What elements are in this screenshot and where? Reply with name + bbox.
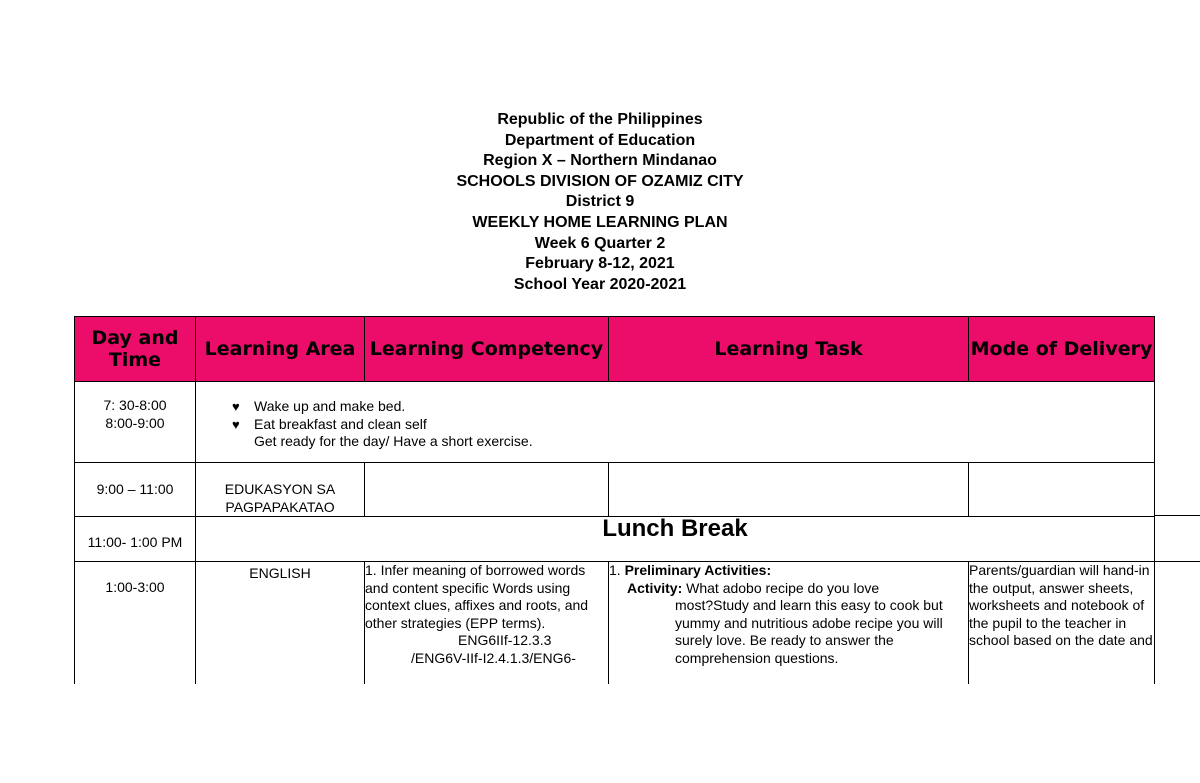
- routine-item-text: Eat breakfast and clean self: [254, 415, 427, 432]
- table-header-row: [75, 317, 1155, 382]
- header-line: Region X – Northern Mindanao: [483, 152, 717, 170]
- header-line: Department of Education: [504, 131, 696, 149]
- activity-text-rest: most?Study and learn this easy to cook but yummy and nutritious adobe recipe you will surely love. Be ready to answer the comprehension questions.: [675, 597, 943, 666]
- learning-plan-table: [74, 316, 1155, 684]
- mode-cell: [969, 562, 1155, 685]
- col-header-competency: Learning Competency: [365, 317, 609, 382]
- header-line: School Year 2020-2021: [513, 275, 687, 293]
- time-cell: [75, 382, 196, 463]
- col-header-learning-task: Learning Task: [609, 317, 969, 382]
- list-item: [232, 398, 1154, 416]
- plan-title: WEEKLY HOME LEARNING PLAN: [472, 213, 728, 231]
- time-cell: [75, 463, 196, 517]
- competency-text: 1. Infer meaning of borrowed words and content specific Words using context clues, affixes and roots, and other strategies (EPP terms).: [365, 562, 589, 631]
- time-text: 8:00-9:00: [105, 415, 165, 431]
- learning-area-cell: [196, 562, 365, 685]
- list-item: [232, 416, 1154, 434]
- list-item: [232, 433, 1154, 451]
- mode-cell: [969, 463, 1155, 517]
- header-line: SCHOOLS DIVISION OF OZAMIZ CITY: [456, 172, 744, 190]
- time-text: 11:00- 1:00 PM: [87, 534, 183, 550]
- competency-code: ENG6IIf-12.3.3: [458, 632, 552, 649]
- header-line: February 8-12, 2021: [525, 255, 675, 273]
- competency-code: /ENG6V-IIf-I2.4.1.3/ENG6-: [411, 649, 576, 666]
- time-cell: [75, 517, 196, 562]
- task-heading: [609, 562, 968, 580]
- document-header: [0, 110, 1200, 295]
- heart-icon: ♥: [232, 399, 240, 414]
- time-text: 1:00-3:00: [105, 579, 165, 595]
- task-number: 1.: [609, 562, 621, 578]
- task-heading-text: Preliminary Activities:: [624, 562, 772, 578]
- learning-area-text: EDUKASYON SA PAGPAPAKATAO: [224, 481, 336, 515]
- table-row: [75, 517, 1155, 562]
- mode-text: Parents/guardian will hand-in the output, answer sheets, worksheets and notebook of the pupil to the teacher in school based on the date and: [969, 562, 1153, 649]
- activity-label: Activity:: [627, 579, 683, 596]
- task-cell: [609, 562, 969, 685]
- activity-line: [609, 580, 968, 598]
- col-header-mode: Mode of Delivery: [969, 317, 1155, 382]
- time-text: 7: 30-8:00: [103, 397, 167, 413]
- table-row: [75, 562, 1155, 685]
- routine-item-text: Wake up and make bed.: [254, 398, 406, 414]
- lunch-break-label: Lunch Break: [602, 516, 748, 542]
- activity-text: What adobo recipe do you love: [686, 579, 880, 596]
- heart-icon: ♥: [232, 416, 240, 432]
- task-cell: [609, 463, 969, 517]
- header-line: Republic of the Philippines: [497, 111, 703, 128]
- learning-area-cell: [196, 463, 365, 517]
- competency-cell: [365, 562, 609, 685]
- table-row: [75, 382, 1155, 463]
- col-header-day-time: Day and Time: [75, 317, 196, 382]
- header-line: Week 6 Quarter 2: [534, 234, 666, 252]
- header-line: District 9: [565, 193, 635, 211]
- learning-area-text: ENGLISH: [249, 565, 311, 581]
- time-text: 9:00 – 11:00: [96, 481, 174, 497]
- time-cell: [75, 562, 196, 685]
- table-row: [75, 463, 1155, 517]
- table-border-extension: [1154, 561, 1200, 562]
- table-border-extension: [1154, 515, 1200, 516]
- routine-cell: [196, 382, 1155, 463]
- competency-cell: [365, 463, 609, 517]
- col-header-learning-area: Learning Area: [196, 317, 365, 382]
- lunch-break-cell: [196, 517, 1155, 562]
- routine-item-text: Get ready for the day/ Have a short exercise.: [254, 433, 533, 449]
